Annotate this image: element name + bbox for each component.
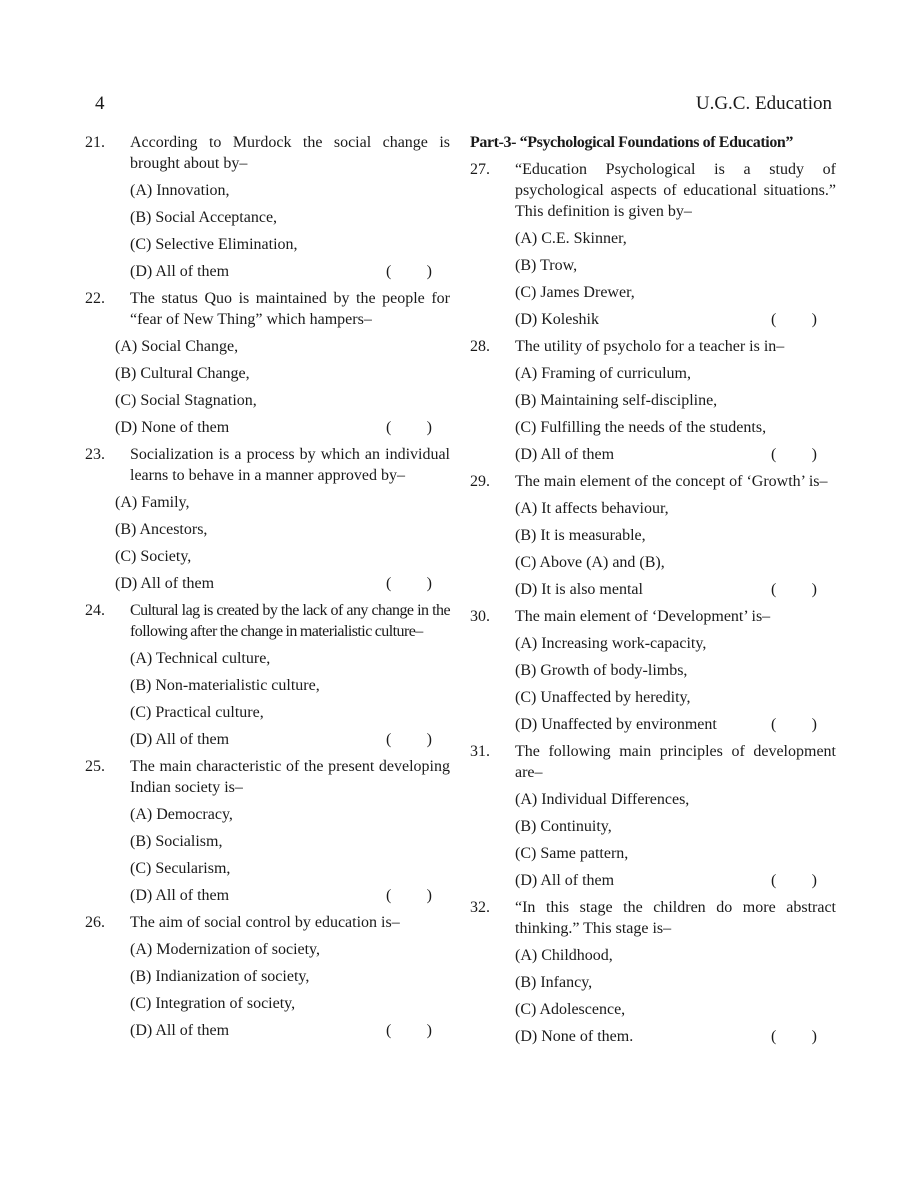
option-text: (D) Unaffected by environment xyxy=(515,716,717,733)
answer-option xyxy=(85,201,450,228)
question-stem xyxy=(470,891,836,939)
answer-option xyxy=(470,837,836,864)
question-stem xyxy=(85,126,450,174)
paren-open: ( xyxy=(771,872,777,889)
question-stem xyxy=(470,465,836,492)
option-text: (A) Childhood, xyxy=(515,947,613,964)
answer-option xyxy=(85,540,450,567)
question-21 xyxy=(85,126,450,282)
question-24 xyxy=(85,594,450,750)
option-text: (B) Cultural Change, xyxy=(115,365,250,382)
option-text: (B) It is measurable, xyxy=(515,527,646,544)
answer-option xyxy=(85,987,450,1014)
paren-open: ( xyxy=(771,1028,777,1045)
answer-option xyxy=(470,864,836,891)
answer-option xyxy=(470,966,836,993)
question-31 xyxy=(470,735,836,891)
question-stem xyxy=(470,735,836,783)
question-text: “Education Psychological is a study of psychological aspects of educational situations.” This definition is given by– xyxy=(515,161,836,220)
question-stem xyxy=(470,600,836,627)
paren-close: ) xyxy=(426,887,432,904)
question-25 xyxy=(85,750,450,906)
paren-close: ) xyxy=(426,1022,432,1039)
question-text: The main characteristic of the present developing Indian society is– xyxy=(130,758,450,796)
question-number: 32. xyxy=(470,899,490,916)
option-text: (A) Modernization of society, xyxy=(130,941,321,958)
answer-option xyxy=(85,825,450,852)
option-text: (D) All of them xyxy=(130,731,230,748)
option-text: (A) Democracy, xyxy=(130,806,233,823)
option-text: (A) Technical culture, xyxy=(130,650,271,667)
option-text: (B) Trow, xyxy=(515,257,578,274)
answer-option xyxy=(470,249,836,276)
question-number: 25. xyxy=(85,758,105,775)
paren-open: ( xyxy=(771,716,777,733)
answer-option xyxy=(85,255,450,282)
option-text: (B) Non-materialistic culture, xyxy=(130,677,320,694)
option-text: (B) Growth of body-limbs, xyxy=(515,662,688,679)
answer-blank xyxy=(771,714,817,735)
answer-option xyxy=(85,513,450,540)
answer-option xyxy=(470,681,836,708)
question-number: 21. xyxy=(85,134,105,151)
question-26 xyxy=(85,906,450,1041)
question-30 xyxy=(470,600,836,735)
paren-close: ) xyxy=(426,263,432,280)
option-text: (A) Innovation, xyxy=(130,182,230,199)
option-text: (D) None of them. xyxy=(515,1028,634,1045)
question-22 xyxy=(85,282,450,438)
answer-blank xyxy=(386,573,432,594)
option-text: (D) None of them xyxy=(115,419,230,436)
option-text: (B) Indianization of society, xyxy=(130,968,310,985)
option-text: (C) Same pattern, xyxy=(515,845,629,862)
question-text: According to Murdock the social change is brought about by– xyxy=(130,134,450,172)
option-text: (C) Fulfilling the needs of the students, xyxy=(515,419,767,436)
paren-close: ) xyxy=(811,581,817,598)
paren-open: ( xyxy=(386,263,392,280)
question-number: 29. xyxy=(470,473,490,490)
question-stem xyxy=(85,906,450,933)
answer-option xyxy=(470,573,836,600)
question-text: The main element of the concept of ‘Growth’ is– xyxy=(515,473,828,490)
paren-open: ( xyxy=(771,311,777,328)
answer-option xyxy=(470,810,836,837)
question-27 xyxy=(470,153,836,330)
question-stem xyxy=(85,282,450,330)
option-text: (C) Society, xyxy=(115,548,192,565)
left-column xyxy=(85,126,450,1041)
option-text: (A) It affects behaviour, xyxy=(515,500,669,517)
question-number: 28. xyxy=(470,338,490,355)
answer-blank xyxy=(771,444,817,465)
answer-option xyxy=(85,174,450,201)
answer-option xyxy=(470,303,836,330)
paren-close: ) xyxy=(811,872,817,889)
paren-close: ) xyxy=(426,731,432,748)
option-text: (A) Family, xyxy=(115,494,190,511)
paren-open: ( xyxy=(386,419,392,436)
answer-option xyxy=(470,438,836,465)
question-number: 26. xyxy=(85,914,105,931)
answer-option xyxy=(85,642,450,669)
answer-option xyxy=(85,669,450,696)
option-text: (A) Increasing work-capacity, xyxy=(515,635,707,652)
question-text: The utility of psycholo for a teacher is in– xyxy=(515,338,785,355)
answer-option xyxy=(85,933,450,960)
question-text: The status Quo is maintained by the people for “fear of New Thing” which hampers– xyxy=(130,290,450,328)
option-text: (C) Adolescence, xyxy=(515,1001,626,1018)
question-text: The following main principles of development are– xyxy=(515,743,836,781)
option-text: (C) Unaffected by heredity, xyxy=(515,689,691,706)
paren-open: ( xyxy=(386,575,392,592)
option-text: (D) All of them xyxy=(130,887,230,904)
answer-blank xyxy=(386,729,432,750)
option-text: (B) Social Acceptance, xyxy=(130,209,278,226)
question-stem xyxy=(470,153,836,222)
answer-option xyxy=(470,939,836,966)
option-text: (B) Maintaining self-discipline, xyxy=(515,392,718,409)
answer-option xyxy=(470,276,836,303)
answer-option xyxy=(85,696,450,723)
paren-close: ) xyxy=(811,1028,817,1045)
question-29 xyxy=(470,465,836,600)
answer-option xyxy=(470,492,836,519)
answer-option xyxy=(85,723,450,750)
answer-option xyxy=(470,993,836,1020)
question-stem xyxy=(85,594,450,642)
answer-blank xyxy=(771,579,817,600)
answer-option xyxy=(85,879,450,906)
option-text: (B) Ancestors, xyxy=(115,521,208,538)
answer-blank xyxy=(386,885,432,906)
option-text: (C) James Drewer, xyxy=(515,284,635,301)
paren-close: ) xyxy=(426,419,432,436)
question-number: 23. xyxy=(85,446,105,463)
question-text: The aim of social control by education is– xyxy=(130,914,400,931)
answer-option xyxy=(85,411,450,438)
option-text: (D) All of them xyxy=(115,575,215,592)
option-text: (B) Socialism, xyxy=(130,833,223,850)
question-stem xyxy=(85,438,450,486)
answer-option xyxy=(85,357,450,384)
paren-open: ( xyxy=(771,581,777,598)
answer-option xyxy=(470,708,836,735)
answer-option xyxy=(85,960,450,987)
section-heading: Part-3- “Psychological Foundations of Education” xyxy=(470,134,794,151)
answer-option xyxy=(470,519,836,546)
answer-option xyxy=(85,228,450,255)
page-number: 4 xyxy=(95,93,105,114)
question-stem xyxy=(470,330,836,357)
answer-option xyxy=(470,783,836,810)
option-text: (D) Koleshik xyxy=(515,311,599,328)
question-number: 24. xyxy=(85,602,105,619)
option-text: (C) Social Stagnation, xyxy=(115,392,257,409)
answer-option xyxy=(470,654,836,681)
answer-blank xyxy=(771,309,817,330)
answer-option xyxy=(470,222,836,249)
question-stem xyxy=(85,750,450,798)
paren-open: ( xyxy=(386,731,392,748)
answer-option xyxy=(85,1014,450,1041)
question-28 xyxy=(470,330,836,465)
option-text: (C) Above (A) and (B), xyxy=(515,554,665,571)
answer-option xyxy=(85,330,450,357)
answer-option xyxy=(470,1020,836,1047)
question-number: 27. xyxy=(470,161,490,178)
paren-close: ) xyxy=(811,446,817,463)
option-text: (B) Infancy, xyxy=(515,974,593,991)
option-text: (C) Integration of society, xyxy=(130,995,296,1012)
question-32 xyxy=(470,891,836,1047)
answer-blank xyxy=(386,261,432,282)
option-text: (D) All of them xyxy=(515,446,615,463)
answer-option xyxy=(85,798,450,825)
option-text: (D) All of them xyxy=(130,1022,230,1039)
answer-option xyxy=(85,567,450,594)
option-text: (A) Individual Differences, xyxy=(515,791,690,808)
question-number: 22. xyxy=(85,290,105,307)
option-text: (D) All of them xyxy=(515,872,615,889)
answer-option xyxy=(470,546,836,573)
running-title: U.G.C. Education xyxy=(695,93,832,114)
option-text: (A) Social Change, xyxy=(115,338,239,355)
paren-open: ( xyxy=(386,887,392,904)
answer-blank xyxy=(771,870,817,891)
option-text: (A) C.E. Skinner, xyxy=(515,230,627,247)
question-text: “In this stage the children do more abstract thinking.” This stage is– xyxy=(515,899,836,937)
option-text: (C) Secularism, xyxy=(130,860,231,877)
right-column xyxy=(470,126,836,1047)
answer-blank xyxy=(771,1026,817,1047)
answer-option xyxy=(470,411,836,438)
question-text: The main element of ‘Development’ is– xyxy=(515,608,771,625)
paren-close: ) xyxy=(426,575,432,592)
option-text: (D) It is also mental xyxy=(515,581,643,598)
answer-option xyxy=(470,627,836,654)
answer-option xyxy=(85,852,450,879)
option-text: (D) All of them xyxy=(130,263,230,280)
answer-option xyxy=(85,384,450,411)
question-23 xyxy=(85,438,450,594)
question-text: Cultural lag is created by the lack of any change in the following after the change in materialistic culture– xyxy=(130,602,450,640)
question-number: 30. xyxy=(470,608,490,625)
answer-blank xyxy=(386,417,432,438)
question-number: 31. xyxy=(470,743,490,760)
option-text: (A) Framing of curriculum, xyxy=(515,365,691,382)
answer-blank xyxy=(386,1020,432,1041)
question-text: Socialization is a process by which an individual learns to behave in a manner approved by– xyxy=(130,446,450,484)
answer-option xyxy=(85,486,450,513)
paren-close: ) xyxy=(811,311,817,328)
option-text: (C) Practical culture, xyxy=(130,704,264,721)
answer-option xyxy=(470,384,836,411)
option-text: (B) Continuity, xyxy=(515,818,612,835)
paren-open: ( xyxy=(771,446,777,463)
paren-close: ) xyxy=(811,716,817,733)
answer-option xyxy=(470,357,836,384)
option-text: (C) Selective Elimination, xyxy=(130,236,298,253)
paren-open: ( xyxy=(386,1022,392,1039)
